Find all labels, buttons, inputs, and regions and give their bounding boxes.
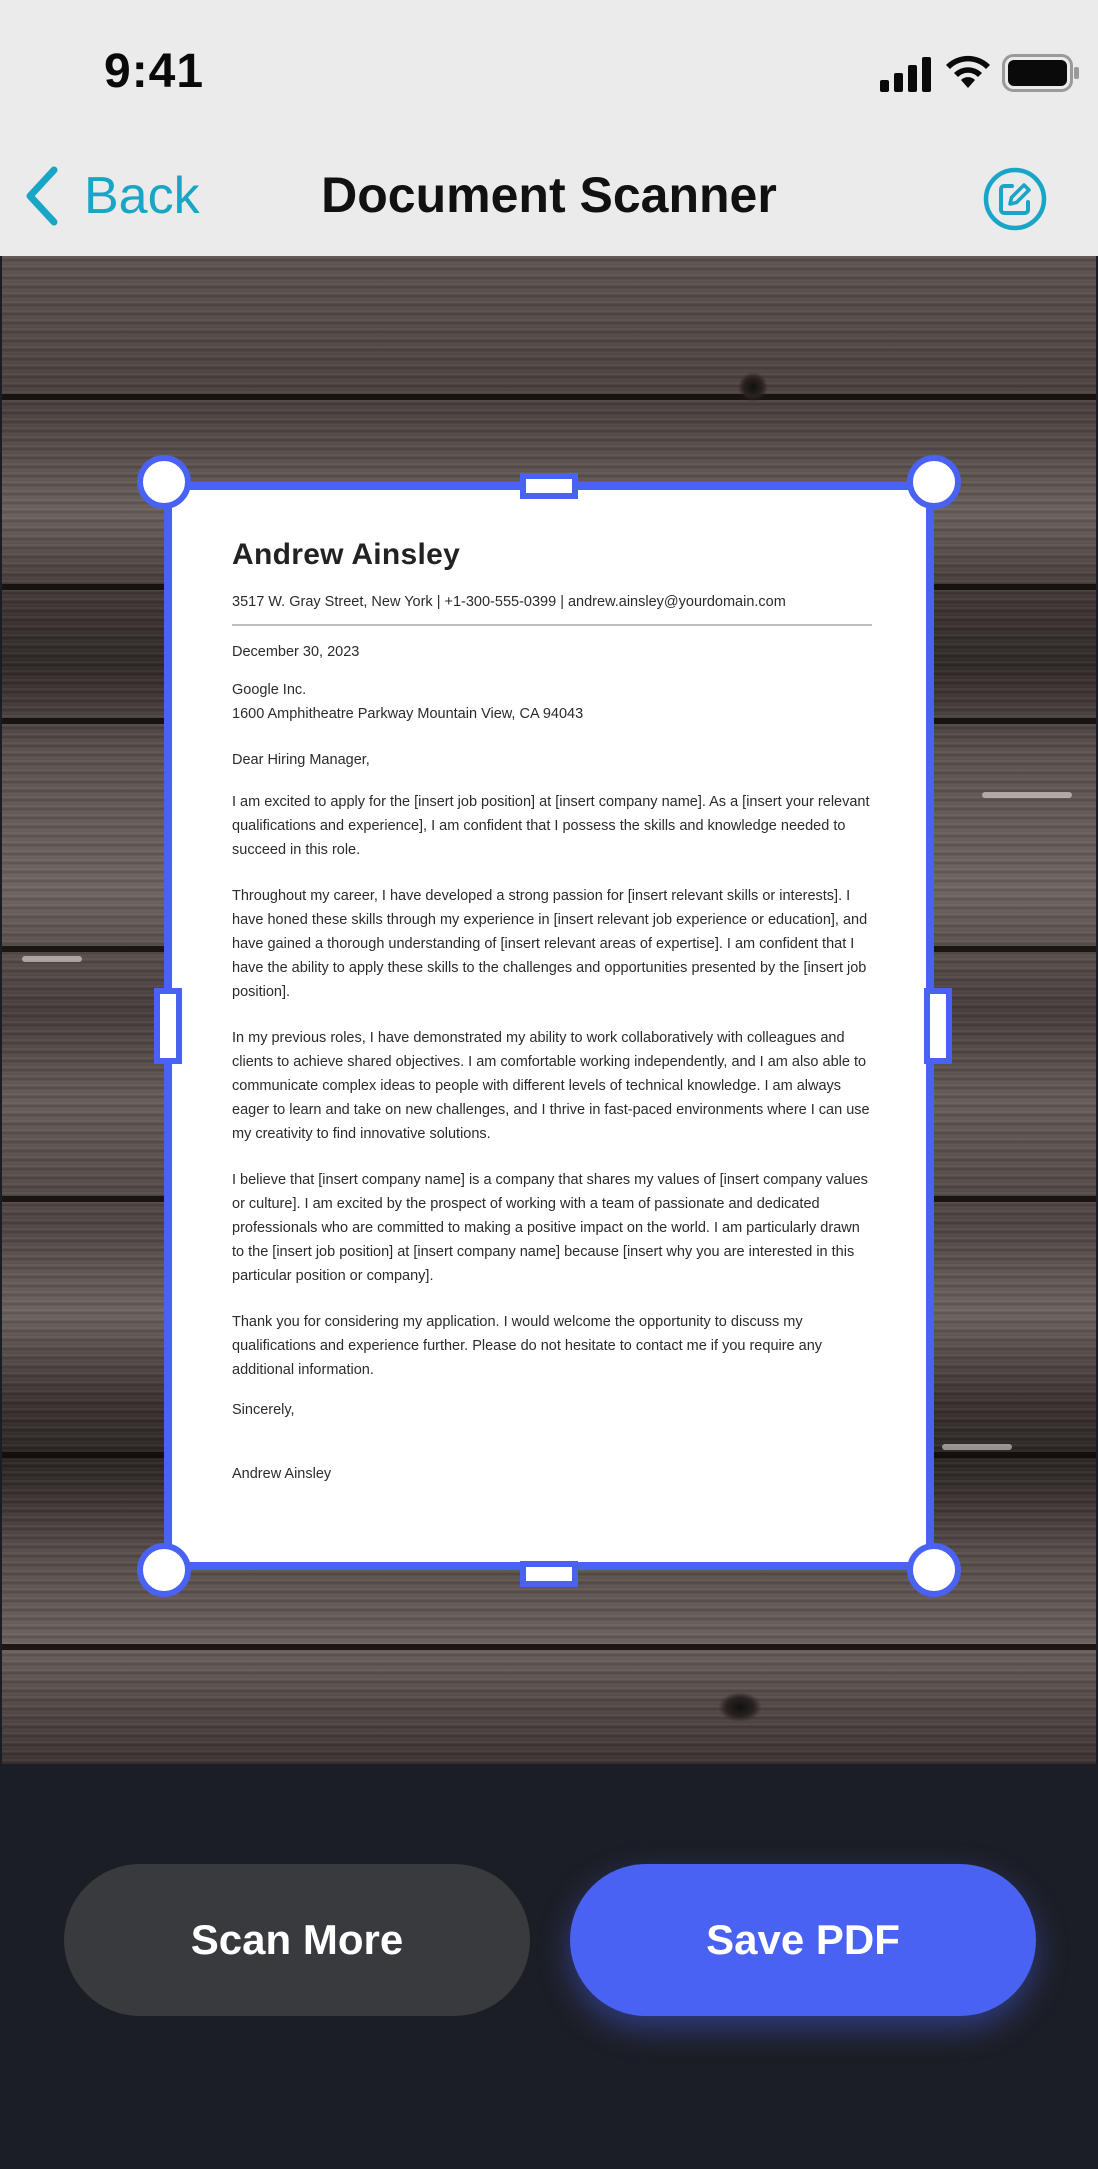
wood-grain-highlight — [942, 1444, 1012, 1450]
company-line: Google Inc. — [232, 682, 307, 698]
wood-plank-gap — [2, 394, 1096, 400]
scan-more-button[interactable]: Scan More — [64, 1864, 530, 2016]
document-paragraph: Thank you for considering my application. I would welcome the opportunity to discuss my qualifications and experience further. Please do not hesitate to contact me if you require any additional information. — [232, 1314, 823, 1378]
document-contact-line: 3517 W. Gray Street, New York | +1-300-555-0399 | andrew.ainsley@yourdomain.com — [232, 594, 786, 610]
document-paragraph: Throughout my career, I have developed a strong passion for [insert relevant skills or interests]. I have honed these skills through my experience in [insert relevant job experience or education], and have gained a thorough understanding of [insert relevant areas of expertise]. I am confident that I have the ability to apply these skills to the challenges and opportunities presented by the [insert job position]. — [232, 888, 868, 1000]
crop-handle-bottom-left[interactable] — [137, 1543, 191, 1597]
top-bar — [0, 0, 1098, 256]
save-pdf-button[interactable]: Save PDF — [570, 1864, 1036, 2016]
bottom-action-bar — [0, 1764, 1098, 2169]
wood-plank-gap — [2, 1644, 1096, 1650]
wood-knot — [738, 372, 768, 402]
document-paragraph: I am excited to apply for the [insert job position] at [insert company name]. As a [insert your relevant qualifications and experience], I am confident that I possess the skills and knowledge needed to succeed in this role. — [232, 794, 870, 858]
crop-handle-bottom-right[interactable] — [907, 1543, 961, 1597]
document-author-name: Andrew Ainsley — [232, 538, 461, 571]
wood-knot — [718, 1692, 762, 1722]
wood-grain-highlight — [982, 792, 1072, 798]
document-paragraph: I believe that [insert company name] is a company that shares my values of [insert company values or culture]. I am excited by the prospect of working with a team of passionate and dedicated professionals who are committed to making a positive impact on the world. I am particularly drawn to the [insert job position] at [insert company name] because [insert why you are interested in this particular position or company]. — [232, 1172, 868, 1284]
crop-handle-right-edge[interactable] — [924, 988, 952, 1064]
edit-icon[interactable] — [982, 166, 1048, 232]
wifi-icon — [944, 54, 992, 90]
crop-handle-bottom-edge[interactable] — [520, 1561, 578, 1587]
page-title: Document Scanner — [321, 167, 777, 223]
crop-frame — [164, 482, 934, 1570]
company-line: 1600 Amphitheatre Parkway Mountain View, CA 94043 — [232, 706, 584, 722]
cellular-signal-icon — [880, 56, 932, 92]
document-salutation: Dear Hiring Manager, — [232, 752, 370, 768]
battery-icon — [1002, 54, 1080, 92]
back-label: Back — [84, 167, 200, 225]
scan-preview — [2, 256, 1096, 1764]
crop-handle-top-edge[interactable] — [520, 473, 578, 499]
crop-handle-left-edge[interactable] — [154, 988, 182, 1064]
status-time: 9:41 — [104, 45, 205, 98]
crop-handle-top-right[interactable] — [907, 455, 961, 509]
document-date: December 30, 2023 — [232, 644, 360, 660]
crop-handle-top-left[interactable] — [137, 455, 191, 509]
wood-grain-highlight — [22, 956, 82, 962]
document-signature: Andrew Ainsley — [232, 1466, 332, 1482]
document-closing: Sincerely, — [232, 1402, 295, 1418]
document-paragraph: In my previous roles, I have demonstrated my ability to work collaboratively with colleagues and clients to achieve shared objectives. I am comfortable working independently, and I am also able to communicate complex ideas to people with different levels of technical knowledge. I am always eager to learn and take on new challenges, and I thrive in fast-paced environments where I can use my creativity to find innovative solutions. — [232, 1030, 870, 1142]
